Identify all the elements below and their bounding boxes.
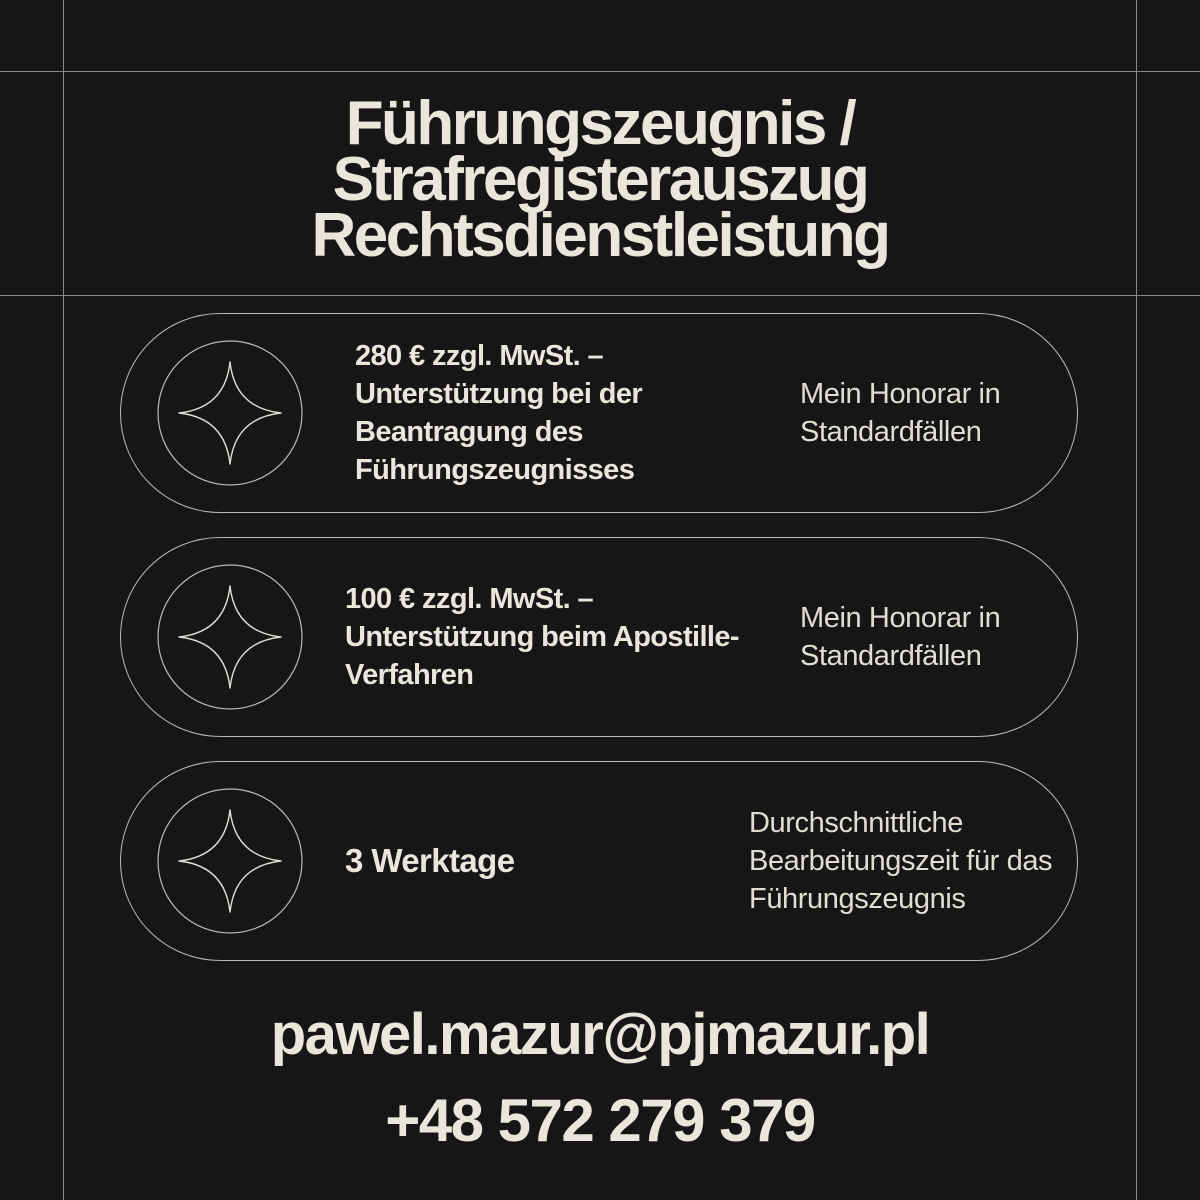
card-note-text: Mein Honorar in Standardfällen (800, 602, 1001, 672)
service-card-processing-time (120, 761, 1078, 961)
grid-line-horizontal-bottom (0, 295, 1200, 296)
page-title (64, 89, 1136, 270)
sparkle-star-icon (157, 564, 303, 710)
card-duration-text: 3 Werktage (345, 842, 515, 879)
title-line-1: Führungszeugnis / (345, 89, 855, 158)
grid-line-horizontal-top (0, 71, 1200, 72)
contact-phone: +48 572 279 379 (385, 1087, 815, 1154)
title-line-2: Strafregisterauszug (332, 145, 868, 214)
card-note-text: Mein Honorar in Standardfällen (800, 378, 1001, 448)
sparkle-star-icon (157, 340, 303, 486)
service-card-application (120, 313, 1078, 513)
sparkle-star-icon (157, 788, 303, 934)
title-line-3: Rechtsdienstleistung (311, 201, 889, 270)
card-price-text: 100 € zzgl. MwSt. – Unterstützung beim Apostille-Verfahren (345, 583, 739, 691)
card-note-text: Durchschnittliche Bearbeitungszeit für das Führungszeugnis (749, 807, 1053, 915)
contact-email: pawel.mazur@pjmazur.pl (270, 1002, 930, 1067)
card-price-text: 280 € zzgl. MwSt. – Unterstützung bei der Beantragung des Führungszeugnisses (355, 340, 643, 486)
service-card-apostille (120, 537, 1078, 737)
